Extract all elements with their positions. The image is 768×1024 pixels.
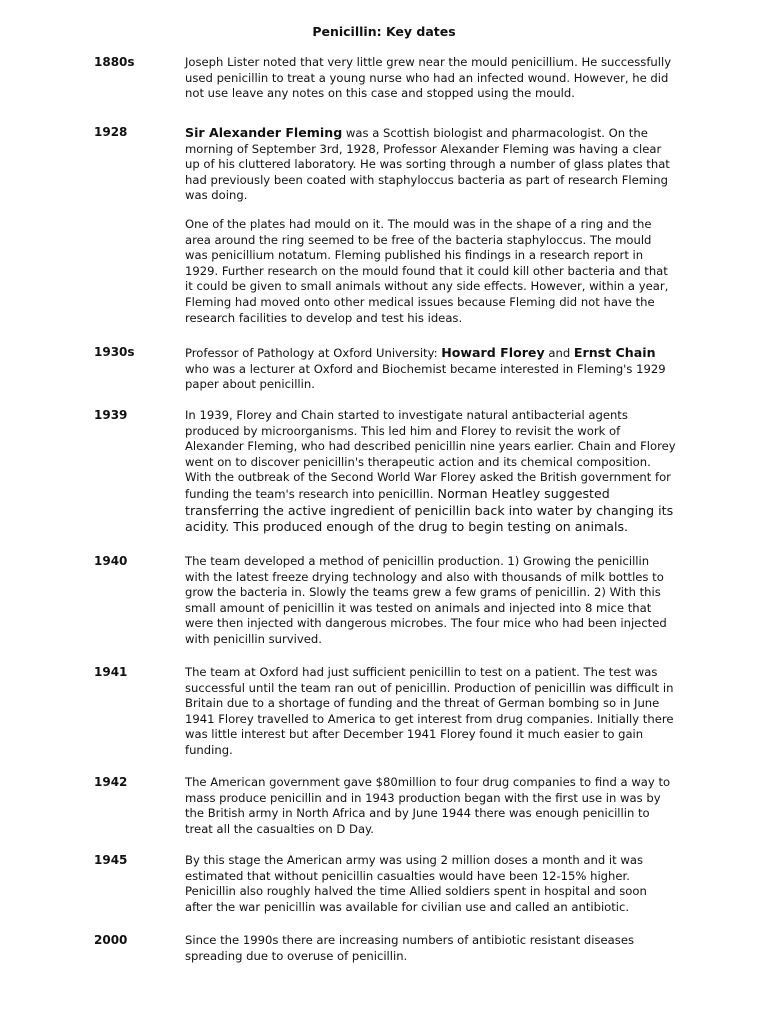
paragraph-text: and [544, 346, 574, 360]
entry-paragraph [185, 408, 677, 536]
entry-paragraph [185, 345, 677, 393]
entry-paragraph: The team developed a method of penicillin production. 1) Growing the penicillin with the latest freeze drying technology and also with thousands of milk bottles to grow the bacteria in. Slowly the teams grew a few grams of penicillin. 2) With this small amount of penicillin it was tested on animals and injected into 8 mice that were then injected with dangerous microbes. The four mice who had been injected with penicillin survived. [185, 554, 667, 646]
entry-year: 1928 [94, 125, 128, 139]
paragraph-text: In 1939, Florey and Chain started to investigate natural antibacterial agents produced by microorganisms. This led him and Florey to revisit the work of Alexander Fleming, who had described penicillin nine years earlier. Chain and Florey went on to discover penicillin's therapeutic action and its chemical composition. With the outbreak of the Second World War Florey asked the British government for funding the team's research into penicillin. [185, 408, 676, 501]
entry-year: 1880s [94, 55, 135, 69]
paragraph-text: Professor of Pathology at Oxford University: [185, 346, 442, 360]
entry-body [185, 125, 677, 339]
paragraph-text: Norman Heatley suggested transferring the active ingredient of penicillin back into water by changing its acidity. This produced enough of the drug to begin testing on animals. [185, 485, 674, 535]
entry-year: 1930s [94, 345, 135, 359]
entry-body [185, 853, 677, 928]
page-title: Penicillin: Key dates [312, 24, 456, 39]
entry-year: 1940 [94, 554, 128, 568]
person-name: Howard Florey [441, 345, 545, 360]
entry-paragraph: Since the 1990s there are increasing numbers of antibiotic resistant diseases spreading due to overuse of penicillin. [185, 933, 635, 963]
entry-body [185, 345, 677, 406]
paragraph-text: was a Scottish biologist and pharmacologist. On the morning of September 3rd, 1928, Professor Alexander Fleming was having a clear up of his cluttered laboratory. He was sorting through a number of glass plates that had previously been coated with staphyloccus bacteria as part of research Fleming was doing. [185, 126, 670, 203]
entry-year: 1945 [94, 853, 128, 867]
entry-body [185, 55, 677, 115]
paragraph-text: who was a lecturer at Oxford and Biochemist became interested in Fleming's 1929 paper about penicillin. [185, 361, 666, 392]
entry-body [185, 933, 677, 977]
entry-body [185, 554, 677, 661]
entry-paragraph: The team at Oxford had just sufficient penicillin to test on a patient. The test was successful until the team ran out of penicillin. Production of penicillin was difficult in Britain due to a shortage of funding and the threat of German bombing so in June 1941 Florey travelled to America to get interest from drug companies. Initially there was little interest but after December 1941 Florey found it much easier to gain funding. [185, 665, 674, 757]
person-name: Sir Alexander Fleming [185, 125, 343, 140]
entry-paragraph [185, 125, 677, 204]
entry-body [185, 665, 677, 772]
entry-year: 1939 [94, 408, 128, 422]
entry-year: 2000 [94, 933, 128, 947]
entry-paragraph: Joseph Lister noted that very little grew near the mould penicillium. He successfully used penicillin to treat a young nurse who had an infected wound. However, he did not use leave any notes on this case and stopped using the mould. [185, 55, 672, 101]
person-name: Ernst Chain [573, 345, 656, 360]
entry-body [185, 408, 677, 549]
entry-year: 1941 [94, 665, 128, 679]
entry-paragraph: One of the plates had mould on it. The mould was in the shape of a ring and the area around the ring seemed to be free of the bacteria staphyloccus. The mould was penicillium notatum. Fleming published his findings in a research report in 1929. Further research on the mould found that it could kill other bacteria and that it could be given to small animals without any side effects. However, within a year, Fleming had moved onto other medical issues because Fleming did not have the research facilities to develop and test his ideas. [185, 216, 669, 325]
entry-paragraph: By this stage the American army was using 2 million doses a month and it was estimated that without penicillin casualties would have been 12-15% higher. Penicillin also roughly halved the time Allied soldiers spent in hospital and soon after the war penicillin was available for civilian use and called an antibiotic. [185, 853, 647, 914]
entry-body [185, 775, 677, 850]
entry-paragraph: The American government gave $80million to four drug companies to find a way to mass produce penicillin and in 1943 production began with the first use in was by the British army in North Africa and by June 1944 there was enough penicillin to treat all the casualties on D Day. [185, 775, 671, 836]
entry-year: 1942 [94, 775, 128, 789]
